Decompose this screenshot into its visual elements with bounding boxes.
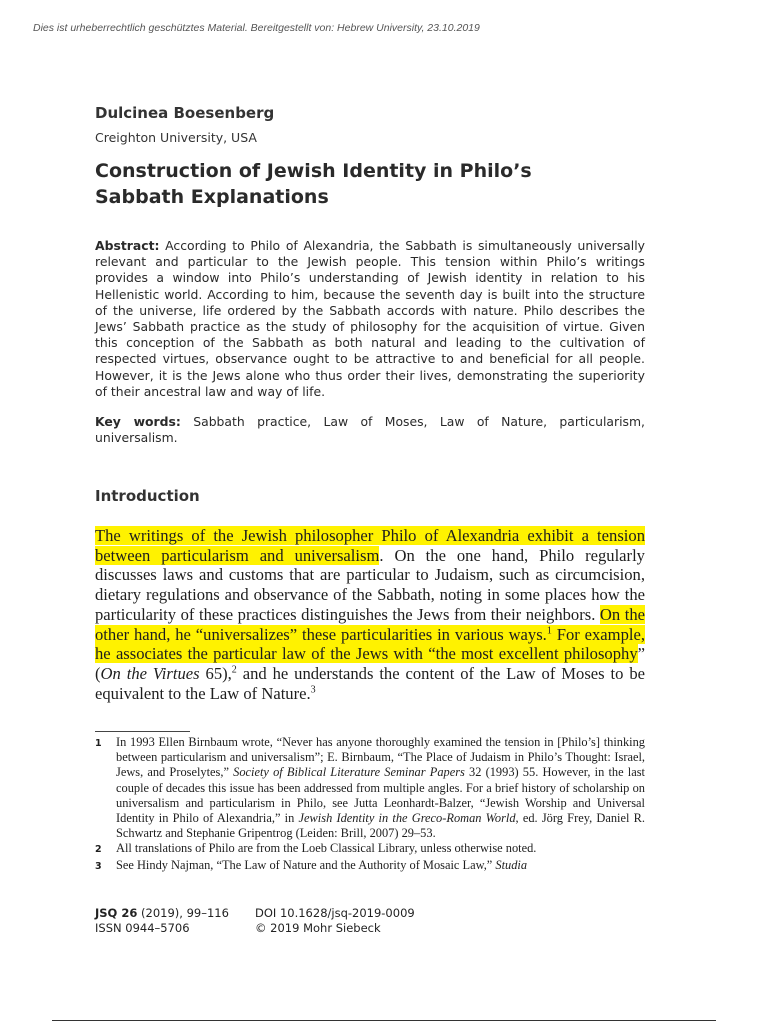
footnote-segment: , ed. Jörg Frey, Daniel R. Schwartz and Stephanie Gripentrog (Leiden: Brill, 2007) 29–53.: [116, 811, 645, 841]
abstract: [95, 238, 645, 400]
article-title: [95, 158, 655, 210]
intro-text-3: 65),: [199, 663, 232, 683]
footnote-italic: Studia: [495, 857, 528, 872]
footnotes: [95, 735, 645, 874]
intro-text-4: and he understands the content of the Law of Moses to be equivalent to the Law of Nature.: [95, 663, 645, 703]
author-name: Dulcinea Boesenberg: [95, 104, 275, 122]
footnote-number: 2: [95, 844, 102, 856]
author-affiliation: Creighton University, USA: [95, 130, 257, 145]
footnote-text: [116, 735, 645, 841]
keywords: [95, 414, 645, 446]
footnote-ref-3[interactable]: 3: [310, 684, 316, 696]
keywords-text: Sabbath practice, Law of Moses, Law of Nature, particularism, universalism.: [95, 414, 645, 446]
footer-copyright: © 2019 Mohr Siebeck: [255, 920, 381, 935]
intro-text-1: . On the one hand, Philo regularly discusses laws and customs that are particular to Judaism, such as circumcision, dietary regulations and observance of the Sabbath, noting in some places how the particularity of these practices distinguishes the Jews from their neighbors.: [95, 545, 645, 624]
introduction-paragraph: [95, 526, 645, 703]
footer-journal: JSQ 26: [95, 906, 138, 920]
keywords-label: Key words:: [95, 414, 181, 429]
highlight-2-text: On the other hand, he “universalizes” these particularities in various ways.: [95, 604, 645, 644]
footnote-3: [95, 858, 645, 874]
footer-doi-column: [255, 906, 475, 935]
footer-citation: [95, 906, 255, 921]
footnote-2: [95, 841, 645, 857]
section-heading-introduction: Introduction: [95, 487, 200, 505]
footnote-ref-2[interactable]: 2: [231, 664, 237, 676]
footnote-1: [95, 735, 645, 841]
footnote-number: 1: [95, 738, 102, 749]
footnote-ref-1[interactable]: 1: [546, 624, 552, 636]
footnote-text: [116, 841, 645, 857]
footer-citation-column: [95, 906, 255, 935]
footnote-segment: 32 (1993) 55. However, in the last couple of decades this issue has been addressed from multiple angles. For a brief history of scholarship on universalism and particularism in Philo, see Jutta Leonhardt-Balzer, “Jewish Worship and Universal Identity in Philo of Alexandria,” in: [116, 765, 645, 826]
footnote-number: 3: [95, 860, 102, 872]
footnote-italic: Society of Biblical Literature Seminar Papers: [233, 765, 465, 780]
abstract-text: According to Philo of Alexandria, the Sabbath is simultaneously universally relevant and particular to the Jewish people. This tension within Philo’s writings provides a window into Philo’s understanding of Jewish identity in relation to his Hellenistic world. According to him, because the seventh day is built into the structure of the universe, life ordered by the Sabbath accords with nature. Philo describes the Jews’ Sabbath practice as the study of philosophy for the acquisition of virtue. Given this conception of the Sabbath as both natural and leading to the cultivation of respected virtues, observance ought to be attractive to and beneficial for all people. However, it is the Jews alone who thus order their lives, demonstrating the superiority of their ancestral law and way of life.: [95, 238, 645, 399]
intro-text-2: ” (: [95, 644, 645, 683]
highlight-1: The writings of the Jewish philosopher Philo of Alexandria exhibit a tension between particularism and universalism: [95, 526, 645, 565]
footer-issn: ISSN 0944–5706: [95, 920, 190, 935]
footnote-separator: [95, 731, 190, 732]
footnote-text: [116, 858, 645, 874]
footnote-italic: Jewish Identity in the Greco-Roman World: [298, 811, 516, 826]
title-line-2: Sabbath Explanations: [95, 186, 329, 208]
watermark-notice: Dies ist urheberrechtlich geschütztes Material. Bereitgestellt von: Hebrew University, 23.10.2019: [33, 22, 480, 34]
highlight-3-text: For example, he associates the particular law of the Jews with “the most excellent philosophy: [95, 624, 645, 664]
footnote-segment: See Hindy Najman, “The Law of Nature and the Authority of Mosaic Law,”: [116, 857, 496, 872]
abstract-label: Abstract:: [95, 238, 160, 253]
footer-pages: (2019), 99–116: [137, 906, 229, 920]
intro-italic-title: On the Virtues: [100, 663, 200, 683]
footer-doi: DOI 10.1628/jsq-2019-0009: [255, 906, 415, 920]
footnote-segment: In 1993 Ellen Birnbaum wrote, “Never has anyone thoroughly examined the tension in [Philo’s] thinking between particularism and universalism”; E. Birnbaum, “The Place of Judaism in Philo’s Thought: Israel, Jews, and Proselytes,”: [116, 735, 645, 780]
title-line-1: Construction of Jewish Identity in Philo’s: [95, 160, 532, 182]
footnote-segment: All translations of Philo are from the Loeb Classical Library, unless otherwise noted.: [116, 841, 537, 856]
page-bottom-rule: [52, 1020, 716, 1021]
